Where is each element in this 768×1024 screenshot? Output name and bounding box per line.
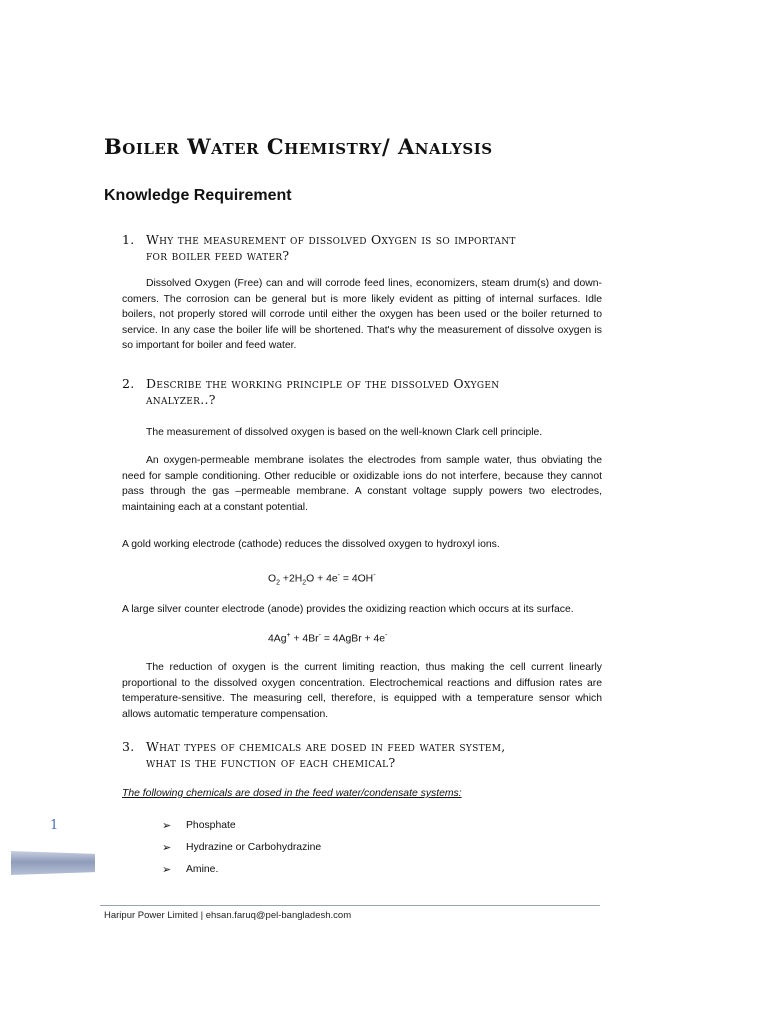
eq1-part-c: O + 4e xyxy=(306,573,338,585)
chemical-list xyxy=(162,815,321,881)
question-1-number: 1. xyxy=(122,232,135,247)
question-2-paragraph-5: The reduction of oxygen is the current limiting reaction, thus making the cell current linearly proportional to the dissolved oxygen concentration. Electrochemical reactions and diffusion rates are temperature-sensitive. The measuring cell, therefore, is equipped with a temperature sensor which allows automatic temperature compensation. xyxy=(122,662,602,720)
eq1-part-b: +2H xyxy=(280,573,303,585)
question-3-line2: what is the function of each chemical? xyxy=(146,755,396,770)
arrow-bullet-icon: ➢ xyxy=(162,864,172,876)
list-item xyxy=(162,837,321,859)
question-2-paragraph-2: An oxygen-permeable membrane isolates the electrodes from sample water, thus obviating the need for sample conditioning. Other reducible or oxidizable ions do not interfere, because they cannot pass through the gas –permeable membrane. A constant voltage supply powers two electrodes, maintaining each at a constant potential. xyxy=(122,455,602,513)
question-1-line1: Why the measurement of dissolved Oxygen is so important xyxy=(146,232,516,247)
question-2-line1: Describe the working principle of the dissolved Oxygen xyxy=(146,376,500,391)
question-1-line2: for boiler feed water? xyxy=(146,248,290,263)
question-2-line2: analyzer..? xyxy=(146,392,216,407)
page-tab-decoration xyxy=(11,851,95,875)
question-3-heading xyxy=(122,739,602,771)
list-item-label: Phosphate xyxy=(186,820,236,831)
question-3-number: 3. xyxy=(122,739,135,754)
section-subtitle: Knowledge Requirement xyxy=(104,187,292,204)
eq1-part-d: = 4OH xyxy=(339,573,374,585)
equation-oxygen-reduction xyxy=(268,572,376,587)
question-2-paragraph-1: The measurement of dissolved oxygen is based on the well-known Clark cell principle. xyxy=(146,427,543,438)
list-item-label: Hydrazine or Carbohydrazine xyxy=(186,842,322,853)
eq1-part-a: O xyxy=(268,573,277,585)
equation-silver-oxidation xyxy=(268,632,387,644)
eq2-sup-b: - xyxy=(318,632,321,639)
question-2-paragraph-3: A gold working electrode (cathode) reduces the dissolved oxygen to hydroxyl ions. xyxy=(122,539,500,550)
eq2-sup-c: - xyxy=(385,632,388,639)
question-1-answer: Dissolved Oxygen (Free) can and will corrode feed lines, economizers, steam drum(s) and down-comers. The corrosion can be general but is more likely evident as pitting of internal surfaces. Idle boilers, not properly stored will corrode until either the oxygen has been used or the boiler returned to service. In any case the boiler life will be shortened. That's why the measurement of dissolve oxygen is so important for boiler and feed water. xyxy=(122,278,602,351)
question-2-heading xyxy=(122,376,602,408)
question-3-line1: What types of chemicals are dosed in feed water system, xyxy=(146,739,506,754)
footer-divider xyxy=(100,905,600,906)
eq2-part-a: 4Ag xyxy=(268,633,287,645)
arrow-bullet-icon: ➢ xyxy=(162,820,172,832)
question-1-heading xyxy=(122,232,602,264)
question-2-number: 2. xyxy=(122,376,135,391)
list-item xyxy=(162,815,321,837)
eq2-part-b: + 4Br xyxy=(290,633,319,645)
list-item-label: Amine. xyxy=(186,864,219,875)
eq2-sup-a: + xyxy=(286,632,291,639)
arrow-bullet-icon: ➢ xyxy=(162,842,172,854)
list-item xyxy=(162,859,321,881)
footer-text: Haripur Power Limited | ehsan.faruq@pel-bangladesh.com xyxy=(104,910,352,921)
eq2-part-c: = 4AgBr + 4e xyxy=(320,633,386,645)
eq1-sup-d: - xyxy=(373,572,376,579)
document-title: Boiler Water Chemistry/ Analysis xyxy=(104,134,493,159)
eq1-sup-c: - xyxy=(337,572,340,579)
page-number: 1 xyxy=(50,818,59,833)
eq1-sub-b: 2 xyxy=(302,579,307,587)
eq1-sub-a: 2 xyxy=(276,579,280,587)
question-2-paragraph-4: A large silver counter electrode (anode) provides the oxidizing reaction which occurs at its surface. xyxy=(122,604,574,615)
question-3-intro: The following chemicals are dosed in the feed water/condensate systems: xyxy=(122,788,462,799)
